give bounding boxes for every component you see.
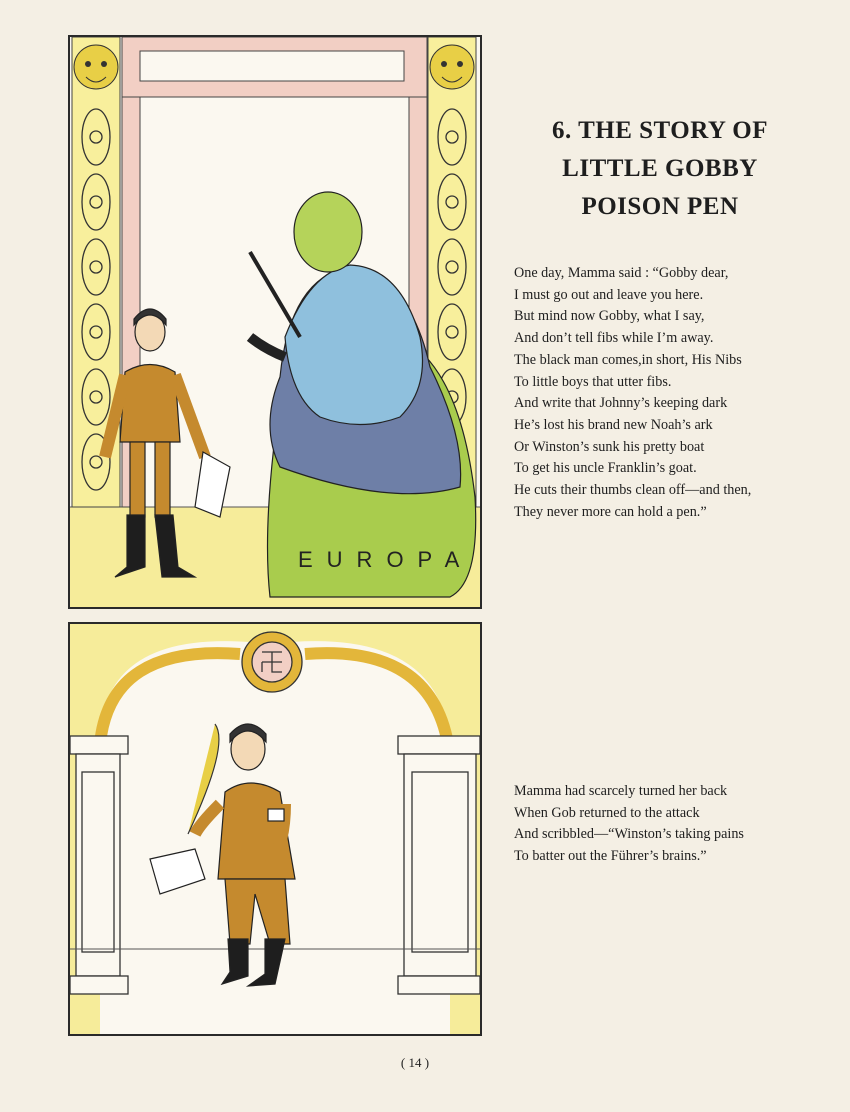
verse-line: Mamma had scarcely turned her back: [514, 783, 728, 799]
verse-line: And scribbled—“Winston’s taking pains: [514, 826, 744, 843]
verse-line: When Gob returned to the attack: [514, 804, 700, 821]
illustration-top-drawing: [70, 37, 480, 607]
verse-line: They never more can hold a pen.”: [514, 503, 707, 520]
verse-line: And don’t tell fibs while I’m away.: [514, 330, 714, 347]
story-title: [500, 112, 820, 226]
verse-two: [514, 781, 834, 868]
page-number: ( 14 ): [400, 1055, 430, 1070]
illustration-bottom: [68, 622, 482, 1036]
left-pillar: [70, 736, 128, 994]
title-line: LITTLE GOBBY: [562, 155, 758, 182]
verse-line: I must go out and leave you here.: [514, 286, 704, 303]
verse-line: And write that Johnny’s keeping dark: [514, 395, 728, 412]
verse-line: But mind now Gobby, what I say,: [514, 308, 705, 325]
verse-one: [514, 263, 834, 523]
europa-skirt-lettering: EUROPA: [298, 547, 474, 572]
verse-line: To get his uncle Franklin’s goat.: [514, 460, 697, 477]
verse-line: One day, Mamma said : “Gobby dear,: [514, 265, 729, 281]
verse-line: Or Winston’s sunk his pretty boat: [514, 438, 705, 455]
right-pillar: [398, 736, 480, 994]
verse-line: He’s lost his brand new Noah’s ark: [514, 416, 713, 433]
title-line: POISON PEN: [581, 193, 739, 220]
verse-line: He cuts their thumbs clean off—and then,: [514, 482, 752, 499]
verse-line: To little boys that utter fibs.: [514, 373, 672, 390]
verse-line: To batter out the Führer’s brains.”: [514, 848, 707, 865]
illustration-bottom-drawing: [70, 624, 480, 1034]
title-line: 6. THE STORY OF: [552, 117, 768, 144]
illustration-top: [68, 35, 482, 609]
verse-line: The black man comes,in short, His Nibs: [514, 351, 742, 368]
swastika-medallion-icon: [242, 632, 302, 692]
